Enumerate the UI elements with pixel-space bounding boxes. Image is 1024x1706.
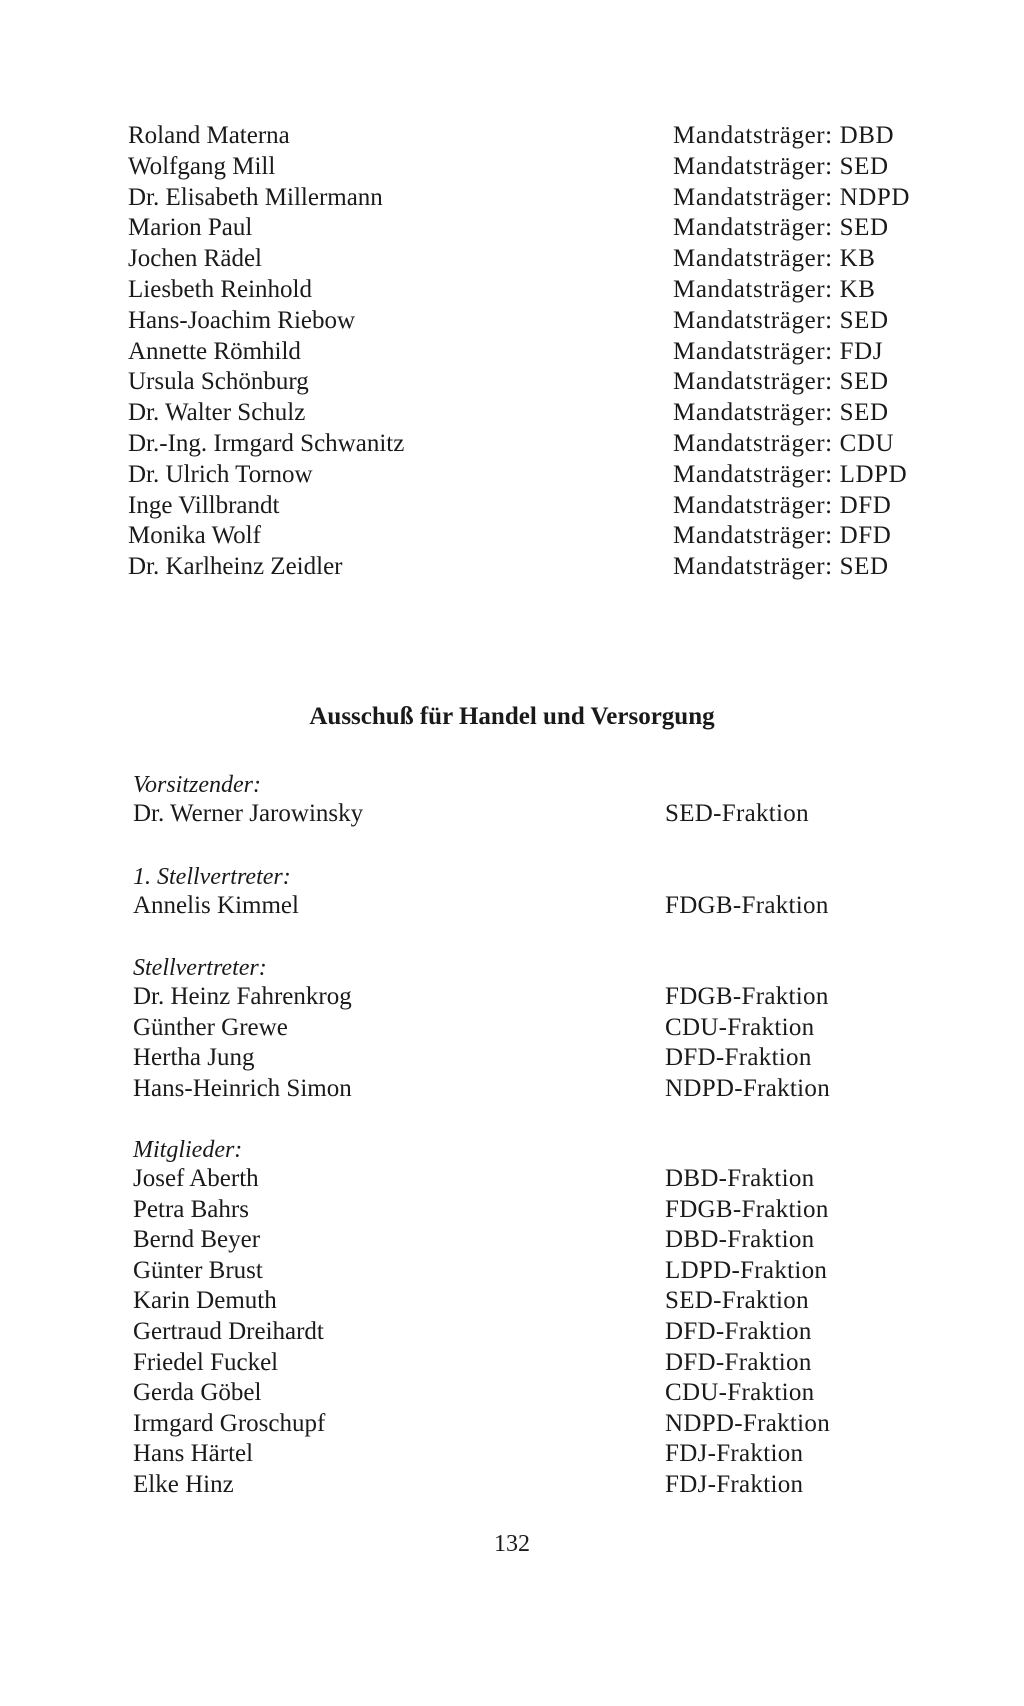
list-item bbox=[133, 1257, 933, 1288]
fraction-label: FDJ-Fraktion bbox=[665, 1440, 804, 1468]
member-name: Dr. Karlheinz Zeidler bbox=[128, 553, 343, 581]
fraction-label: NDPD-Fraktion bbox=[665, 1409, 831, 1437]
list-item bbox=[133, 1410, 933, 1441]
list-item bbox=[128, 245, 948, 276]
member-name: Dr.-Ing. Irmgard Schwanitz bbox=[128, 429, 405, 457]
member-name: Bernd Beyer bbox=[133, 1226, 261, 1254]
list-item bbox=[133, 800, 933, 831]
list-item bbox=[133, 892, 933, 923]
member-name: Annelis Kimmel bbox=[133, 892, 299, 919]
member-name: Hans Härtel bbox=[133, 1440, 254, 1468]
member-name: Günther Grewe bbox=[133, 1013, 288, 1041]
mandate-label: Mandatsträger: SED bbox=[673, 214, 889, 242]
member-name: Gerda Göbel bbox=[133, 1379, 262, 1407]
list-item bbox=[133, 1226, 933, 1257]
fraction-label: FDJ-Fraktion bbox=[665, 1470, 804, 1498]
member-name: Dr. Walter Schulz bbox=[128, 399, 306, 427]
mandate-label: Mandatsträger: CDU bbox=[673, 429, 895, 457]
member-name: Hans-Heinrich Simon bbox=[133, 1074, 352, 1102]
fraction-label: LDPD-Fraktion bbox=[665, 1256, 828, 1284]
fraction-label: DFD-Fraktion bbox=[665, 1044, 812, 1072]
list-item bbox=[133, 1440, 933, 1471]
member-name: Dr. Elisabeth Millermann bbox=[128, 183, 383, 211]
member-name: Elke Hinz bbox=[133, 1470, 234, 1498]
list-item bbox=[133, 1075, 933, 1106]
member-name: Inge Villbrandt bbox=[128, 491, 280, 519]
fraction-label: DFD-Fraktion bbox=[665, 1348, 812, 1376]
fraction-label: DBD-Fraktion bbox=[665, 1226, 815, 1254]
member-name: Hans-Joachim Riebow bbox=[128, 306, 356, 334]
group-label: Stellvertreter: bbox=[133, 955, 267, 981]
member-name: Dr. Heinz Fahrenkrog bbox=[133, 983, 352, 1010]
member-name: Josef Aberth bbox=[133, 1165, 259, 1192]
members-group bbox=[133, 1135, 933, 1502]
mandate-label: Mandatsträger: SED bbox=[673, 152, 889, 180]
list-item bbox=[128, 338, 948, 369]
list-item bbox=[133, 1349, 933, 1380]
mandate-label: Mandatsträger: FDJ bbox=[673, 337, 884, 365]
member-name: Dr. Werner Jarowinsky bbox=[133, 800, 364, 827]
mandate-label: Mandatsträger: SED bbox=[673, 368, 889, 396]
member-name: Irmgard Groschupf bbox=[133, 1409, 326, 1437]
deputies-group bbox=[133, 953, 933, 1105]
list-item bbox=[128, 307, 948, 338]
member-name: Monika Wolf bbox=[128, 522, 261, 550]
chair-group bbox=[133, 770, 933, 831]
mandate-label: Mandatsträger: KB bbox=[673, 275, 876, 303]
first-deputy-group bbox=[133, 862, 933, 923]
member-name: Karin Demuth bbox=[133, 1287, 277, 1315]
list-item bbox=[133, 1287, 933, 1318]
mandate-label: Mandatsträger: DFD bbox=[673, 491, 892, 519]
fraction-label: DBD-Fraktion bbox=[665, 1165, 815, 1192]
group-label: 1. Stellvertreter: bbox=[133, 864, 291, 890]
list-item bbox=[133, 1471, 933, 1502]
list-item bbox=[133, 1014, 933, 1045]
member-name: Günter Brust bbox=[133, 1256, 263, 1284]
list-item bbox=[128, 399, 948, 430]
mandate-label: Mandatsträger: SED bbox=[673, 399, 889, 427]
list-item bbox=[128, 214, 948, 245]
group-label: Mitglieder: bbox=[133, 1137, 243, 1163]
mandate-list bbox=[128, 122, 948, 584]
fraction-label: FDGB-Fraktion bbox=[665, 892, 829, 919]
fraction-label: CDU-Fraktion bbox=[665, 1013, 815, 1041]
list-item bbox=[133, 1318, 933, 1349]
mandate-label: Mandatsträger: DBD bbox=[673, 122, 895, 149]
list-item bbox=[128, 430, 948, 461]
member-name: Liesbeth Reinhold bbox=[128, 275, 312, 303]
fraction-label: FDGB-Fraktion bbox=[665, 983, 829, 1010]
list-item bbox=[128, 276, 948, 307]
list-item bbox=[133, 1379, 933, 1410]
page-number: 132 bbox=[494, 1531, 530, 1557]
mandate-label: Mandatsträger: DFD bbox=[673, 522, 892, 550]
fraction-label: CDU-Fraktion bbox=[665, 1379, 815, 1407]
member-name: Wolfgang Mill bbox=[128, 152, 276, 180]
list-item bbox=[128, 184, 948, 215]
member-name: Ursula Schönburg bbox=[128, 368, 309, 396]
fraction-label: SED-Fraktion bbox=[665, 1287, 809, 1315]
member-name: Roland Materna bbox=[128, 122, 290, 149]
group-label: Vorsitzender: bbox=[133, 772, 261, 798]
list-item bbox=[128, 122, 948, 153]
list-item bbox=[128, 153, 948, 184]
mandate-label: Mandatsträger: KB bbox=[673, 245, 876, 273]
member-name: Dr. Ulrich Tornow bbox=[128, 460, 313, 488]
member-name: Annette Römhild bbox=[128, 337, 301, 365]
fraction-label: FDGB-Fraktion bbox=[665, 1195, 829, 1223]
fraction-label: NDPD-Fraktion bbox=[665, 1074, 831, 1102]
fraction-label: DFD-Fraktion bbox=[665, 1317, 812, 1345]
list-item bbox=[133, 1196, 933, 1227]
mandate-label: Mandatsträger: NDPD bbox=[673, 183, 911, 211]
mandate-label: Mandatsträger: LDPD bbox=[673, 460, 908, 488]
member-name: Marion Paul bbox=[128, 214, 253, 242]
member-name: Friedel Fuckel bbox=[133, 1348, 279, 1376]
list-item bbox=[128, 492, 948, 523]
mandate-label: Mandatsträger: SED bbox=[673, 553, 889, 581]
mandate-label: Mandatsträger: SED bbox=[673, 306, 889, 334]
list-item bbox=[133, 1165, 933, 1196]
member-name: Petra Bahrs bbox=[133, 1195, 249, 1223]
member-name: Gertraud Dreihardt bbox=[133, 1317, 324, 1345]
list-item bbox=[128, 461, 948, 492]
list-item bbox=[128, 553, 948, 584]
list-item bbox=[133, 1044, 933, 1075]
member-name: Jochen Rädel bbox=[128, 245, 262, 273]
list-item bbox=[133, 983, 933, 1014]
fraction-label: SED-Fraktion bbox=[665, 800, 809, 827]
list-item bbox=[128, 522, 948, 553]
list-item bbox=[128, 368, 948, 399]
committee-title: Ausschuß für Handel und Versorgung bbox=[309, 703, 715, 730]
member-name: Hertha Jung bbox=[133, 1044, 255, 1072]
